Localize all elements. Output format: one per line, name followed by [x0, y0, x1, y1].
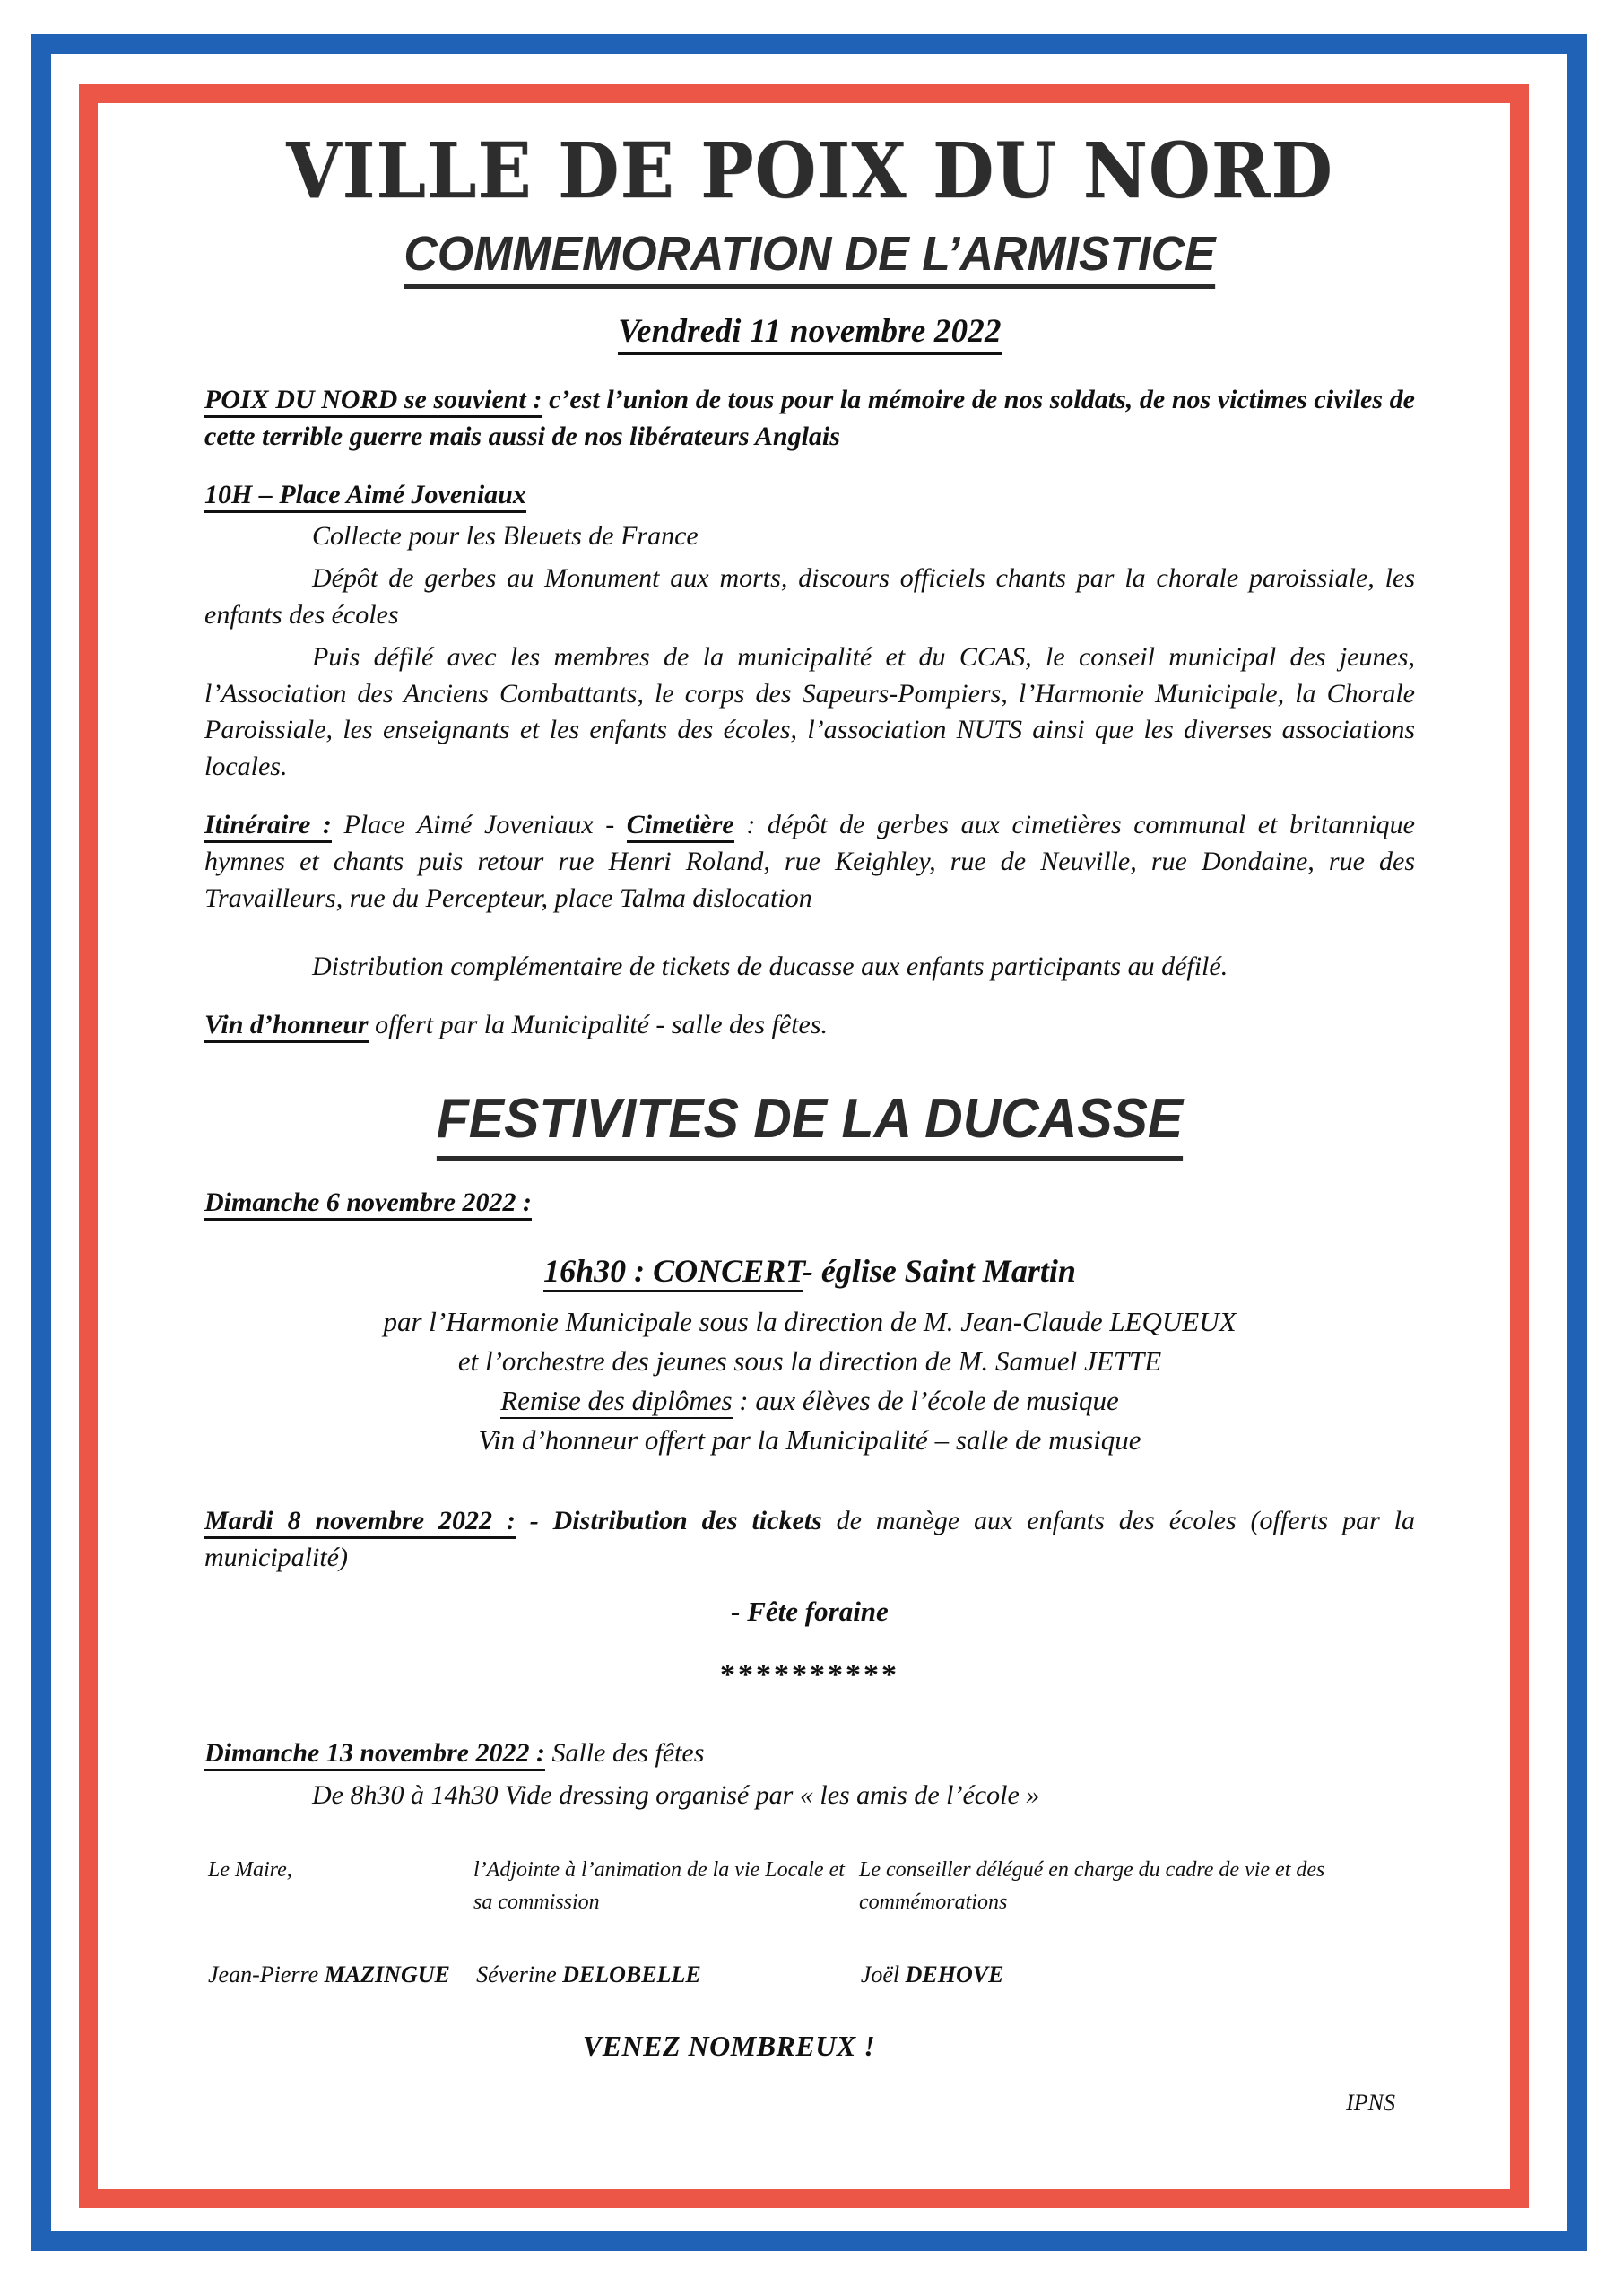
festivities-title [235, 1087, 1385, 1161]
signature-role-conseiller: Le conseiller délégué en charge du cadre de vie et des commémorations [859, 1857, 1325, 1914]
page-title: VILLE DE POIX DU NORD [286, 126, 1333, 216]
vin-honneur-label: Vin d’honneur [204, 1010, 369, 1043]
signature-lastname-mazingue: MAZINGUE [324, 1961, 450, 1987]
event-title-text: COMMEMORATION DE L’ARMISTICE [404, 229, 1215, 289]
concert-heading [204, 1252, 1415, 1290]
signature-name-delobelle [476, 1961, 861, 1988]
itinerary-rest: : dépôt de gerbes aux cimetières communal et britannique hymnes et chants puis retour rue Henri Roland, rue Keighley, rue de Neuville, rue Dondaine, rue des Travailleurs, rue du Percepteur, place Talma dislocation [204, 809, 1415, 913]
concert-time: 16h30 : CONCERT [543, 1253, 803, 1292]
concert-line-harmonie: par l’Harmonie Municipale sous la direction de M. Jean-Claude LEQUEUX [383, 1305, 1237, 1337]
tickets-paragraph: Distribution complémentaire de tickets de ducasse aux enfants participants au défilé. [312, 952, 1228, 982]
signature-name-dehove [861, 1961, 1415, 1988]
festivities-title-text: FESTIVITES DE LA DUCASSE [437, 1087, 1183, 1161]
event-title [229, 229, 1391, 289]
concert-place: - église Saint Martin [802, 1252, 1076, 1289]
diploma-rest: : aux élèves de l’école de musique [732, 1384, 1119, 1416]
signature-lastname-dehove: DEHOVE [905, 1961, 1004, 1987]
signature-firstname-delobelle: Séverine [476, 1961, 563, 1987]
tuesday8-distribution-rest: de manège aux enfants des écoles (offerts par la municipalité) [204, 1505, 1415, 1572]
ceremony-heading [204, 477, 1415, 514]
vin-honneur-rest: offert par la Municipalité - salle des fêtes. [368, 1010, 829, 1040]
vin-honneur-paragraph [204, 1007, 1415, 1044]
event-date-text: Vendredi 11 novembre 2022 [618, 312, 1001, 355]
concert-line-orchestre: et l’orchestre des jeunes sous la direction de M. Samuel JETTE [457, 1344, 1162, 1377]
sunday13-paragraph [204, 1735, 1415, 1772]
diploma-label: Remise des diplômes [500, 1385, 732, 1419]
signature-roles-row [204, 1854, 1415, 1918]
ceremony-item-defile: Puis défilé avec les membres de la municipalité et du CCAS, le conseil municipal des jeunes, l’Association des Anciens Combattants, le corps des Sapeurs-Pompiers, l’Harmonie Municipale, la Chorale Paroissiale, les enseignants et les enfants des écoles, l’association NUTS ainsi que les diverses associations locales. [204, 641, 1415, 782]
sunday13-date-text: Dimanche 13 novembre 2022 : [204, 1738, 545, 1771]
section-separator-asterisks: ********** [720, 1658, 899, 1692]
print-note: IPNS [1346, 2089, 1395, 2116]
signature-name-mazingue [204, 1961, 476, 1988]
fete-foraine-line: - Fête foraine [731, 1596, 889, 1628]
event-date [204, 312, 1415, 355]
signature-lastname-delobelle: DELOBELLE [562, 1961, 701, 1987]
sunday13-detail: De 8h30 à 14h30 Vide dressing organisé par « les amis de l’école » [312, 1780, 1040, 1811]
ceremony-heading-text: 10H – Place Aimé Joveniaux [204, 480, 526, 513]
tuesday8-date-text: Mardi 8 novembre 2022 : [204, 1506, 516, 1539]
ceremony-item-depot: Dépôt de gerbes au Monument aux morts, discours officiels chants par la chorale paroissiale, les enfants des écoles [204, 563, 1415, 630]
sunday6-date [204, 1185, 1415, 1222]
concert-line-diplomes [204, 1381, 1415, 1421]
signature-firstname-mazingue: Jean-Pierre [208, 1961, 325, 1987]
itinerary-paragraph [204, 807, 1415, 917]
signature-role-maire: Le Maire, [208, 1857, 292, 1882]
signature-firstname-dehove: Joël [860, 1961, 906, 1987]
signature-role-adjointe: l’Adjointe à l’animation de la vie Locale et sa commission [473, 1857, 845, 1914]
itinerary-label: Itinéraire : [204, 810, 332, 843]
itinerary-start: Place Aimé Joveniaux - [331, 809, 627, 839]
intro-lead: POIX DU NORD se souvient : [204, 385, 542, 418]
signature-names-row [204, 1961, 1415, 1988]
sunday6-date-text: Dimanche 6 novembre 2022 : [204, 1187, 532, 1221]
ceremony-item-collecte: Collecte pour les Bleuets de France [312, 521, 699, 552]
cemetery-label: Cimetière [627, 810, 734, 843]
concert-line-vin: Vin d’honneur offert par la Municipalité – salle de musique [478, 1423, 1141, 1456]
tuesday8-distribution-bold: - Distribution des tickets [515, 1505, 822, 1535]
intro-paragraph [204, 382, 1415, 456]
tuesday8-paragraph [204, 1503, 1415, 1577]
call-to-action: VENEZ NOMBREUX ! [582, 2029, 876, 2062]
poster-content [204, 126, 1415, 2117]
intro-rest: c’est l’union de tous pour la mémoire de nos soldats, de nos victimes civiles de cette terrible guerre mais aussi de nos libérateurs Anglais [204, 384, 1415, 451]
sunday13-place: Salle des fêtes [544, 1738, 705, 1769]
